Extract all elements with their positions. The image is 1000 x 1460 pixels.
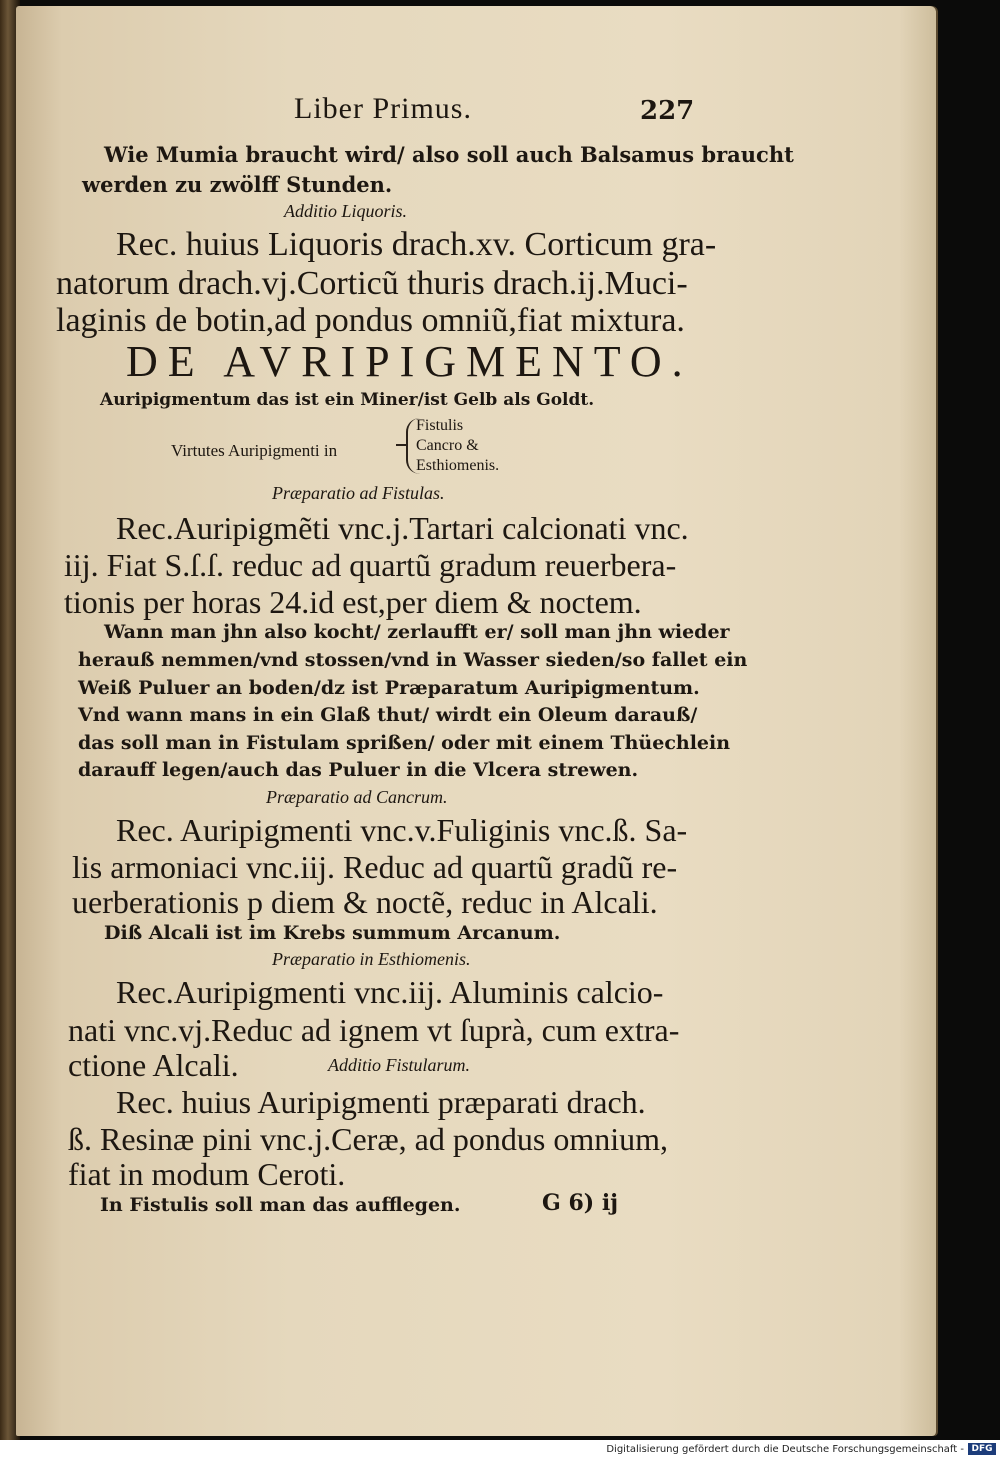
- running-header-title: Liber Primus.: [294, 92, 472, 125]
- funding-notice: Digitalisierung gefördert durch die Deutsche Forschungsgemeinschaft -: [606, 1444, 964, 1455]
- section-heading: Præparatio ad Fistulas.: [272, 483, 445, 503]
- text-line: Wie Mumia braucht wird/ also soll auch Balsamus braucht: [104, 142, 794, 167]
- brace-point: [396, 444, 408, 446]
- text-line: Rec.Auripigmenti vnc.iij. Aluminis calcio-: [116, 974, 664, 1010]
- text-line: tionis per horas 24.id est,per diem & noctem.: [64, 584, 642, 620]
- text-line: Diß Alcali ist im Krebs summum Arcanum.: [104, 922, 561, 944]
- text-line: ß. Resinæ pini vnc.j.Ceræ, ad pondus omnium,: [68, 1121, 668, 1157]
- text-line: herauß nemmen/vnd stossen/vnd in Wasser sieden/so fallet ein: [78, 649, 748, 671]
- chapter-title: DE AVRIPIGMENTO.: [126, 337, 693, 386]
- text-line: uerberationis p diem & noctẽ, reduc in Alcali.: [72, 884, 658, 920]
- text-line: Wann man jhn also kocht/ zerlaufft er/ soll man jhn wieder: [104, 621, 730, 643]
- signature-mark: G 6) ij: [542, 1190, 619, 1216]
- text-line: Rec. Auripigmenti vnc.v.Fuliginis vnc.ß. Sa-: [116, 812, 688, 848]
- text-line: das soll man in Fistulam sprißen/ oder mit einem Thüechlein: [78, 732, 731, 754]
- text-line: Vnd wann mans in ein Glaß thut/ wirdt ein Oleum darauß/: [78, 704, 698, 726]
- text-line: iij. Fiat S.ſ.ſ. reduc ad quartũ gradum reuerbera-: [64, 547, 677, 583]
- page-number: 227: [640, 96, 695, 126]
- section-heading: Additio Liquoris.: [284, 201, 408, 221]
- text-line: Rec.Auripigmẽti vnc.j.Tartari calcionati vnc.: [116, 510, 689, 546]
- virtutes-lead: Virtutes Auripigmenti in: [171, 441, 338, 460]
- text-line: werden zu zwölff Stunden.: [82, 172, 393, 197]
- text-line: lis armoniaci vnc.iij. Reduc ad quartũ gradũ re-: [72, 849, 678, 885]
- text-line: Rec. huius Auripigmenti præparati drach.: [116, 1084, 646, 1120]
- footer-bar: [0, 1440, 1000, 1460]
- text-line: ctione Alcali.: [68, 1047, 239, 1083]
- text-line: fiat in modum Ceroti.: [68, 1156, 346, 1192]
- text-line: nati vnc.vj.Reduc ad ignem vt ſuprà, cum extra-: [68, 1012, 680, 1048]
- virtutes-item: Cancro &: [416, 437, 479, 454]
- virtutes-item: Esthiomenis.: [416, 457, 500, 474]
- text-line: natorum drach.vj.Corticũ thuris drach.ij.Muci-: [56, 265, 688, 302]
- dfg-logo: DFG: [968, 1443, 996, 1455]
- text-line: Auripigmentum das ist ein Miner/ist Gelb als Goldt.: [100, 390, 595, 410]
- text-line: In Fistulis soll man das aufflegen.: [100, 1194, 461, 1216]
- text-line: laginis de botin,ad pondus omniũ,fiat mixtura.: [56, 302, 685, 339]
- text-line: Weiß Puluer an boden/dz ist Præparatum Auripigmentum.: [78, 677, 700, 699]
- section-heading: Additio Fistularum.: [328, 1055, 471, 1075]
- section-heading: Præparatio ad Cancrum.: [266, 787, 448, 807]
- book-page: [16, 6, 936, 1436]
- text-line: Rec. huius Liquoris drach.xv. Corticum gra-: [116, 226, 717, 263]
- section-heading: Præparatio in Esthiomenis.: [272, 949, 471, 969]
- text-line: darauff legen/auch das Puluer in die Vlcera strewen.: [78, 759, 639, 781]
- virtutes-item: Fistulis: [416, 417, 464, 434]
